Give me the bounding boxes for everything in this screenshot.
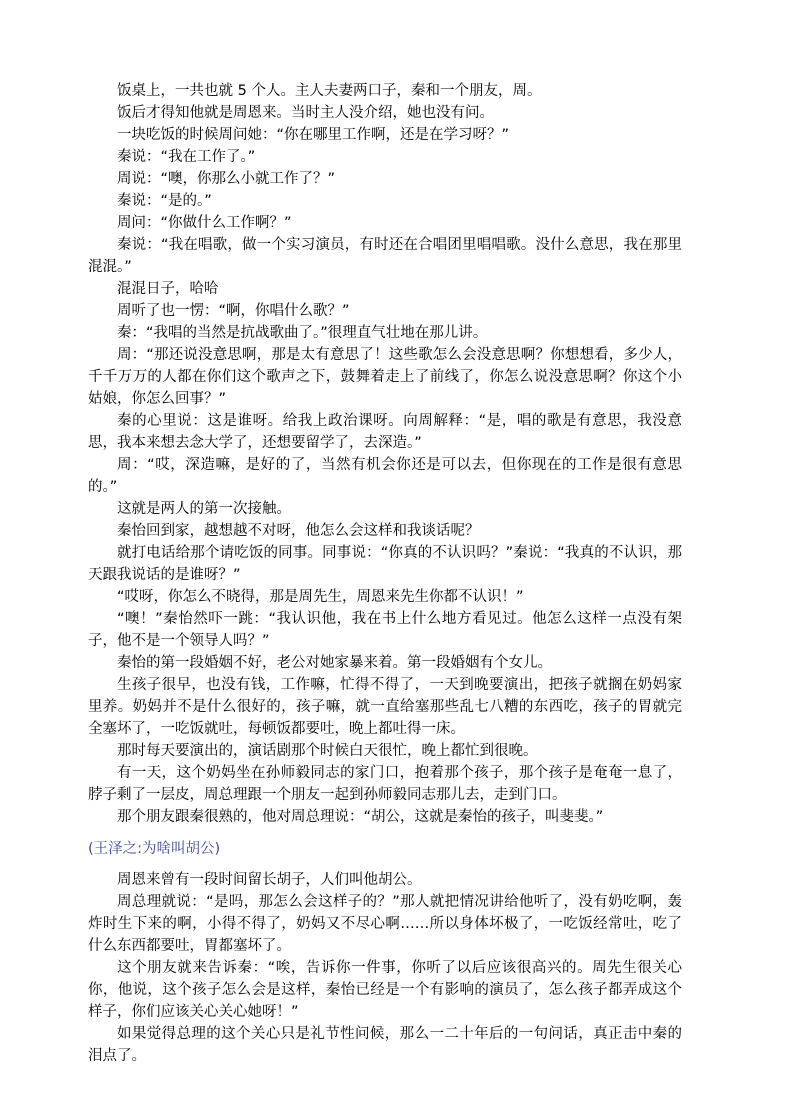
paragraph: “哎呀，你怎么不晓得，那是周先生，周恩来先生你都不认识！” — [117, 589, 524, 605]
paragraph: 混混日子，哈哈 — [117, 281, 219, 297]
annotation-note: (王泽之:为啥叫胡公) — [88, 841, 221, 857]
paragraph: 这就是两人的第一次接触。 — [117, 501, 291, 517]
document-body — [88, 80, 682, 1067]
paragraph: 有一天，这个奶妈坐在孙师毅同志的家门口，抱着那个孩子，那个孩子是奄奄一息了，脖子剩了一层皮，周总理跟一个朋友一起到孙师毅同志那儿去，走到门口。 — [88, 765, 682, 803]
paragraph: 就打电话给那个请吃饭的同事。同事说：“你真的不认识吗？”秦说：“我真的不认识，那天跟我说话的是谁呀？” — [88, 545, 682, 583]
paragraph: 饭后才得知他就是周恩来。当时主人没介绍，她也没有问。 — [117, 105, 494, 121]
paragraph: 周：“哎，深造嘛，是好的了，当然有机会你还是可以去，但你现在的工作是很有意思的。” — [88, 457, 682, 495]
paragraph: 周恩来曾有一段时间留长胡子，人们叫他胡公。 — [117, 872, 422, 888]
paragraph: 周总理就说：“是吗，那怎么会这样子的？”那人就把情况讲给他听了，没有奶吃啊，轰炸时生下来的啊，小得不得了，奶妈又不尽心啊……所以身体坏极了，一吃饭经常吐，吃了什么东西都要吐，胃都塞坏了。 — [88, 894, 682, 954]
paragraph: 秦的心里说：这是谁呀。给我上政治课呀。向周解释：“是，唱的歌是有意思，我没意思，我本来想去念大学了，还想要留学了，去深造。” — [88, 413, 682, 451]
paragraph: 秦说：“我在工作了。” — [117, 149, 256, 165]
paragraph: 一块吃饭的时候周问她：“你在哪里工作啊，还是在学习呀？” — [117, 127, 510, 143]
paragraph: 秦说：“我在唱歌，做一个实习演员，有时还在合唱团里唱唱歌。没什么意思，我在那里混混。” — [88, 237, 682, 275]
paragraph: 周：“那还说没意思啊，那是太有意思了！这些歌怎么会没意思啊？你想想看，多少人，千千万万的人都在你们这个歌声之下，鼓舞着走上了前线了，你怎么说没意思啊？你这个小姑娘，你怎么回事？” — [88, 347, 682, 407]
paragraph: 那个朋友跟秦很熟的，他对周总理说：“胡公，这就是秦怡的孩子，叫斐斐。” — [117, 809, 604, 825]
paragraph: “噢！”秦怡然吓一跳：“我认识他，我在书上什么地方看见过。他怎么这样一点没有架子，他不是一个领导人吗？” — [88, 611, 682, 649]
paragraph: 秦怡回到家，越想越不对呀，他怎么会这样和我谈话呢？ — [117, 523, 480, 539]
paragraph: 秦：“我唱的当然是抗战歌曲了。”很理直气壮地在那儿讲。 — [117, 325, 488, 341]
paragraph: 如果觉得总理的这个关心只是礼节性问候，那么一二十年后的一句问话，真正击中秦的泪点了。 — [88, 1026, 682, 1064]
paragraph: 那时每天要演出的，演话剧那个时候白天很忙，晚上都忙到很晚。 — [117, 743, 538, 759]
paragraph: 饭桌上，一共也就 5 个人。主人夫妻两口子，秦和一个朋友，周。 — [117, 83, 542, 99]
paragraph: 周说：“噢，你那么小就工作了？” — [117, 171, 336, 187]
paragraph: 这个朋友就来告诉秦：“唉，告诉你一件事，你听了以后应该很高兴的。周先生很关心你，他说，这个孩子怎么会是这样，秦怡已经是一个有影响的演员了，怎么孩子都弄成这个样子，你们应该关心关心她呀！” — [88, 960, 682, 1020]
paragraph: 生孩子很早，也没有钱，工作嘛，忙得不得了，一天到晚要演出，把孩子就搁在奶妈家里养。奶妈并不是什么很好的，孩子嘛，就一直给塞那些乱七八糟的东西吃，孩子的胃就完全塞坏了，一吃饭就吐，每顿饭都要吐，晚上都吐得一床。 — [88, 677, 682, 737]
paragraph: 秦怡的第一段婚姻不好，老公对她家暴来着。第一段婚姻有个女儿。 — [117, 655, 552, 671]
paragraph: 周听了也一愣：“啊，你唱什么歌？” — [117, 303, 350, 319]
paragraph: 周问：“你做什么工作啊？” — [117, 215, 292, 231]
paragraph: 秦说：“是的。” — [117, 193, 212, 209]
